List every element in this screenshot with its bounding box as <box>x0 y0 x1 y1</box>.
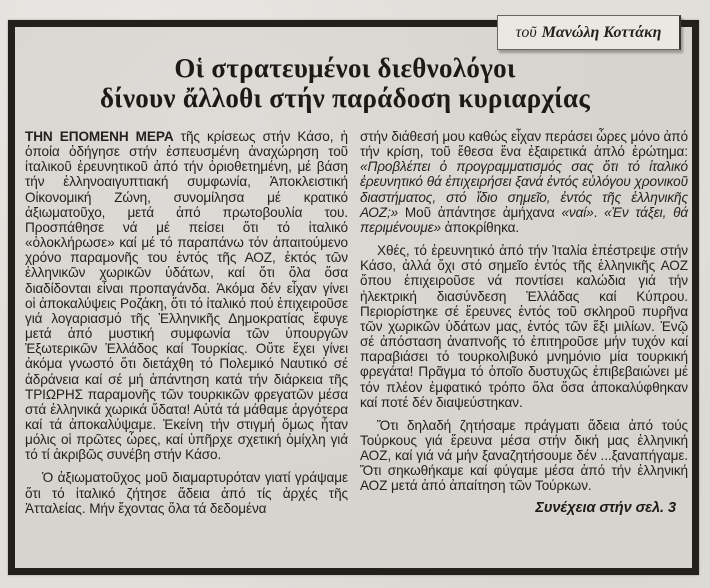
article-paragraph <box>25 470 348 515</box>
quoted-text: «Ἐν τάξει, θά περιμένουμε» <box>360 204 689 235</box>
title-line-1: Οἱ στρατευμένοι διεθνολόγοι <box>174 53 516 83</box>
byline-box <box>497 15 681 50</box>
continuation-notice: Συνέχεια στήν σελ. 3 <box>535 499 676 516</box>
body-text: Ὅτι δηλαδή ζητήσαμε πράγματι ἄδεια ἀπό τούς Τούρκους γιά ἔρευνα μέσα στήν δική μας ἑλληνική ΑΟΖ, καί γιά νά μήν ξαναζητήσουμε δέν ...ξαναπήγαμε. Ὅτι σηκωθήκαμε καί φύγαμε μέσα ἀπό τήν ἑλληνική ΑΟΖ μετά ἀπό ἀπαίτηση τῶν Τούρκων. <box>360 417 688 494</box>
article-column-right <box>360 129 688 516</box>
byline-prefix: τοῦ <box>515 23 537 41</box>
title-line-2: δίνουν ἄλλοθι στήν παράδοση κυριαρχίας <box>99 83 591 113</box>
article-paragraph <box>360 129 688 235</box>
body-text: τῆς κρίσεως στήν Κάσο, ἡ ὁποία ὁδήγησε στήν ἑσπευσμένη ἀναχώρηση τοῦ ἰταλικοῦ ἐρευνητικοῦ ἀπό τήν ὁριοθετημένη, μέ βάση τήν ἑλληνοαιγυπτιακή συμφωνία, Ἀποκλειστική Οἰκονομική Ζώνη, συνομίλησα μέ κρατικό ἀξιωματοῦχο, μετά ἀπό πρωτοβουλία του. Προσπάθησε νά μέ πείσει ὅτι τό ἰταλικό «ὁλοκλήρωσε» καί μέ τό παραπάνω τόν ἀπαιτούμενο χρόνο παραμονῆς του ἐντός τῆς ΑΟΖ, ἐκτός τῶν ἑλληνικῶν χωρικῶν ὑδάτων, καί ὅτι ὅλα ὅσα διαδίδονται εἶναι προπαγάνδα. Ἀκόμα δέν εἶχαν γίνει οἱ ἀποκαλύψεις Ροζάκη, ὅτι τό ἰταλικό πού ἐπιχειροῦσε γιά λογαριασμό τῆς Ἑλληνικῆς Δημοκρατίας ἔφυγε μετά ἀπό μυστική συμφωνία τῶν ὑπουργῶν Ἐξωτερικῶν Ἑλλάδος καί Τουρκίας. Οὔτε ἔχει γίνει ἀκόμα γνωστό ὅτι διετάχθη τό Πολεμικό Ναυτικό σέ ἀδράνεια καί σέ μή ἀπάντηση κατά τήν διάρκεια τῆς ΤΡΙΩΡΗΣ παραμονῆς τῶν τουρκικῶν φρεγατῶν μέσα στά ἑλληνικά χωρικά ὕδατα! Αὐτά τά μάθαμε ἀργότερα καί τά ἀποκαλύψαμε. Ἐκείνη τήν στιγμή ὅμως ἦταν μόλις οἱ πρῶτες ὧρες, καί ὑπῆρχε σχετική ὁμίχλη γιά τό τί ἀκριβῶς συνέβη στήν Κάσο. <box>25 129 348 463</box>
byline-author-name: Μανώλη Κοττάκη <box>541 23 662 41</box>
body-text: Μοῦ ἀπάντησε ἀμήχανα <box>398 204 562 220</box>
article-title <box>30 53 660 113</box>
body-text: στήν διάθεσή μου καθώς εἶχαν περάσει ὧρες μόνο ἀπό τήν κρίση, τοῦ ἔθεσα ἕνα ἐξαιρετικά ἁπλό ἐρώτημα: <box>360 129 688 160</box>
body-text: ἀποκρίθηκα. <box>440 219 520 235</box>
quoted-text: «ναί» <box>561 204 594 220</box>
article-column-left <box>25 129 348 516</box>
paragraph-lead-in: ΤΗΝ ΕΠΟΜΕΝΗ ΜΕΡΑ <box>25 129 174 144</box>
article-paragraph <box>360 418 688 494</box>
body-text: Ὁ ἀξιωματοῦχος μοῦ διαμαρτυρόταν γιατί γράψαμε ὅτι τό ἰταλικό ζήτησε ἄδεια ἀπό τίς ἀρχές τῆς Ἀτταλείας. Μήν ἔχοντας ὅλα τά δεδομένα <box>25 470 348 516</box>
body-text: . <box>593 204 605 220</box>
quoted-text: «Προβλέπει ὁ προγραμματισμός σας ὅτι τό ἰταλικό ἐρευνητικό θά ἐπιχειρήσει ξανά ἐντός εὐλόγου χρονικοῦ διαστήματος, στό ἴδιο σημεῖο, ἐντός τῆς ἑλληνικῆς ΑΟΖ;» <box>360 159 688 220</box>
body-text: Χθές, τό ἐρευνητικό ἀπό τήν Ἰταλία ἐπέστρεψε στήν Κάσο, ἀλλά ὄχι στό σημεῖο ἐντός τῆς ἑλληνικῆς ΑΟΖ ὅπου ἐπιχειροῦσε νά ποντίσει καλώδια γιά τήν ἠλεκτρική διασύνδεση Ἑλλάδας καί Κύπρου. Περιορίστηκε σέ ἔρευνες ἐντός τοῦ σκληροῦ πυρῆνα τῶν χωρικῶν ὑδάτων μας, ἐντός τῶν ἕξι μιλίων. Ἐνῷ σέ ἀπόσταση ἀναπνοῆς τό ἐπιτηροῦσε μήν τυχόν καί παραβιάσει τό τουρκολιβυκό μνημόνιο μία τουρκική φρεγάτα! Πρᾶγμα τό ὁποῖο δυστυχῶς ἐπιβεβαιώνει μέ τόν πλέον ἐμφατικό τρόπο ὅλα ὅσα ἀποκαλύφθηκαν καί ποτέ δέν διαψεύστηκαν. <box>360 243 688 410</box>
article-paragraph <box>360 243 688 410</box>
article-paragraph <box>25 129 348 462</box>
